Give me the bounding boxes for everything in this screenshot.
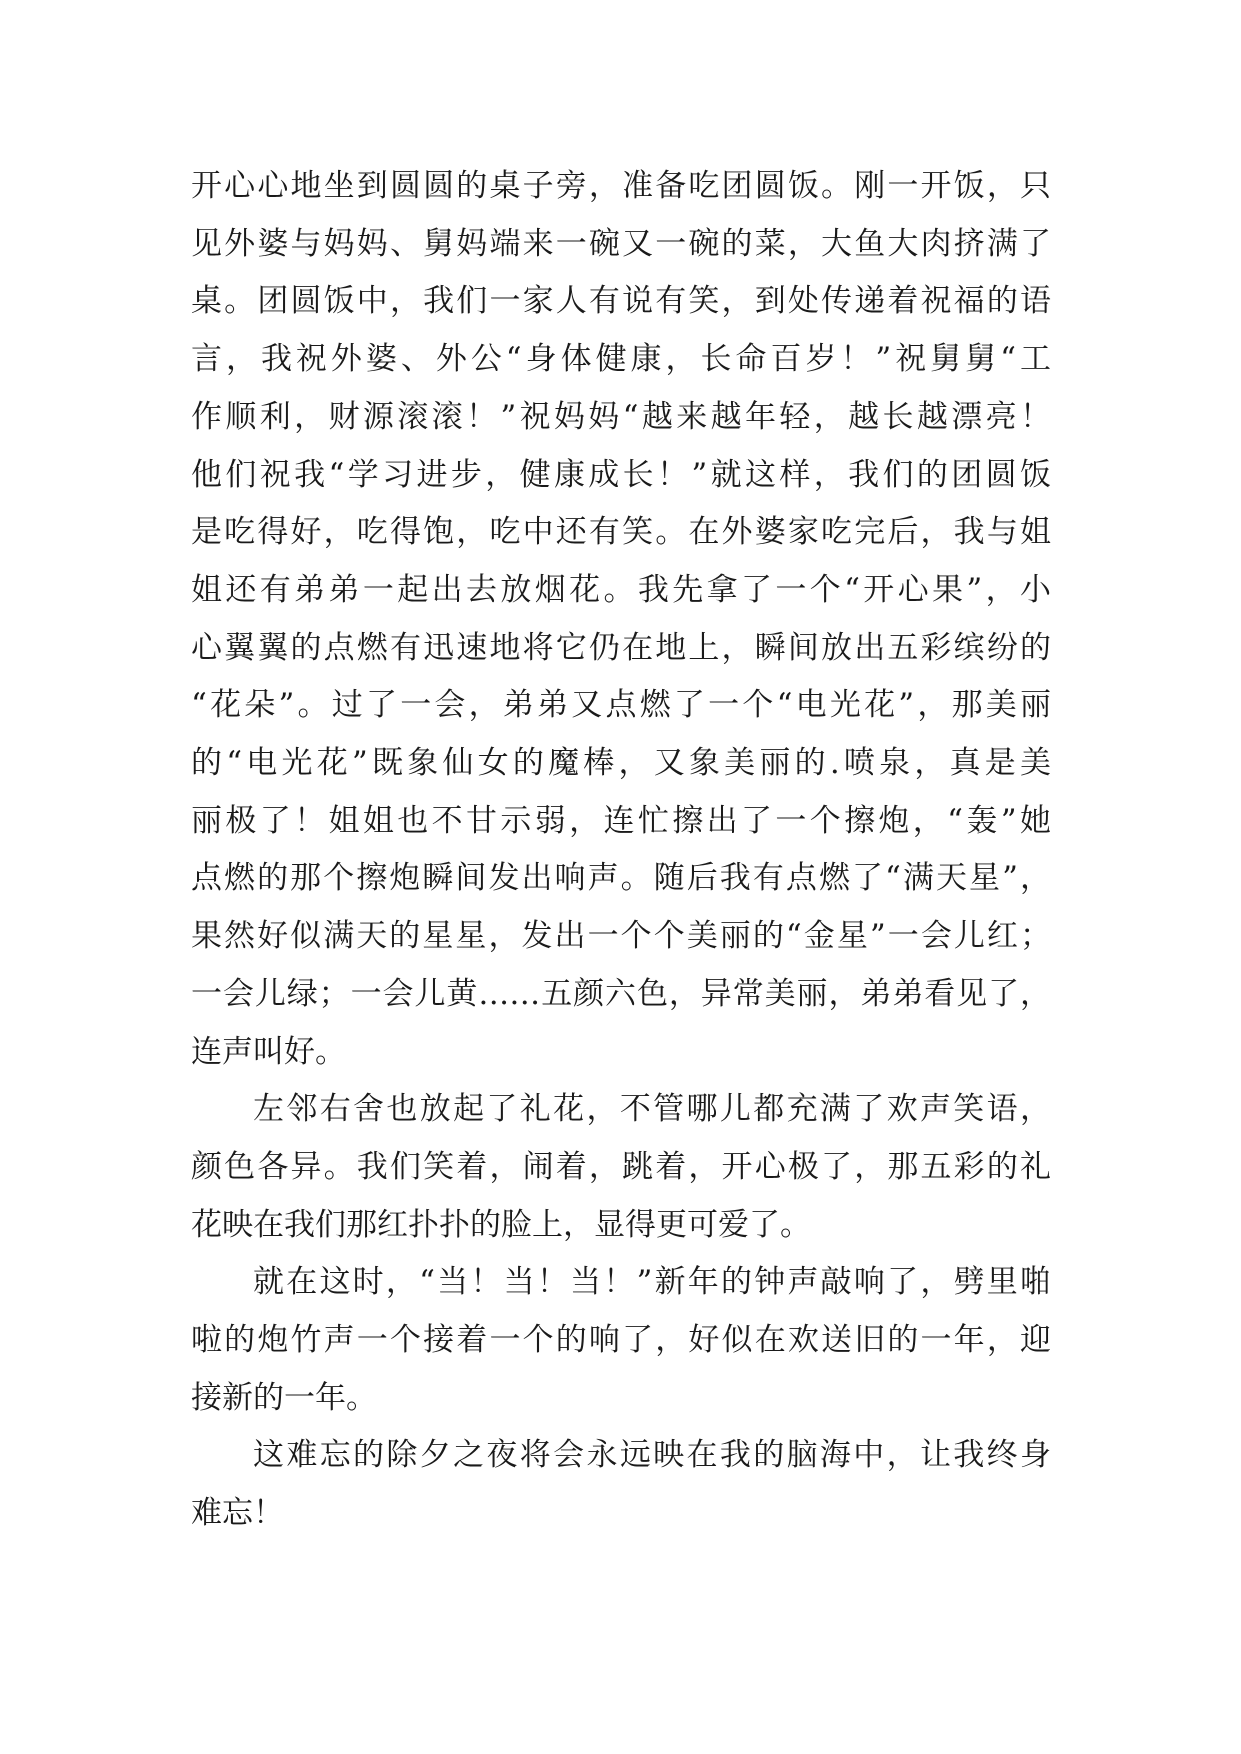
text-line: 一会儿绿；一会儿黄……五颜六色，异常美丽，弟弟看见了，: [191, 975, 1051, 1012]
text-line: 言，我祝外婆、外公“身体健康，长命百岁！”祝舅舅“工: [191, 341, 1051, 378]
text-line: 桌。团圆饭中，我们一家人有说有笑，到处传递着祝福的语: [191, 283, 1051, 320]
text-line: “花朵”。过了一会，弟弟又点燃了一个“电光花”，那美丽: [191, 687, 1051, 724]
text-line: 姐还有弟弟一起出去放烟花。我先拿了一个“开心果”，小: [191, 571, 1051, 608]
text-line: 丽极了！姐姐也不甘示弱，连忙擦出了一个擦炮，“轰”她: [191, 802, 1051, 839]
text-line: 开心心地坐到圆圆的桌子旁，准备吃团圆饭。刚一开饭，只: [191, 168, 1051, 204]
text-line: 花映在我们那红扑扑的脸上，显得更可爱了。: [191, 1206, 811, 1243]
document-body: [191, 158, 1051, 1543]
paragraph-4: [191, 1427, 1051, 1542]
text-line: 的“电光花”既象仙女的魔棒，又象美丽的.喷泉，真是美: [191, 745, 1051, 782]
text-line: 作顺利，财源滚滚！”祝妈妈“越来越年轻，越长越漂亮！: [191, 398, 1051, 435]
text-line: 他们祝我“学习进步，健康成长！”就这样，我们的团圆饭: [191, 456, 1051, 493]
text-line: 啦的炮竹声一个接着一个的响了，好似在欢送旧的一年，迎: [191, 1322, 1051, 1359]
text-line: 颜色各异。我们笑着，闹着，跳着，开心极了，那五彩的礼: [191, 1148, 1051, 1185]
text-line: 就在这时，“当！当！当！”新年的钟声敲响了，劈里啪: [253, 1264, 1051, 1301]
text-line: 难忘！: [191, 1495, 284, 1532]
paragraph-3: [191, 1254, 1051, 1427]
text-line: 这难忘的除夕之夜将会永远映在我的脑海中，让我终身: [253, 1437, 1051, 1474]
paragraph-2: [191, 1081, 1051, 1254]
text-line: 是吃得好，吃得饱，吃中还有笑。在外婆家吃完后，我与姐: [191, 514, 1051, 551]
text-line: 连声叫好。: [191, 1033, 346, 1070]
paragraph-1: [191, 158, 1051, 1081]
text-line: 果然好似满天的星星，发出一个个美丽的“金星”一会儿红；: [191, 918, 1051, 955]
text-line: 点燃的那个擦炮瞬间发出响声。随后我有点燃了“满天星”，: [191, 860, 1051, 897]
text-line: 接新的一年。: [191, 1379, 377, 1416]
text-line: 心翼翼的点燃有迅速地将它仍在地上，瞬间放出五彩缤纷的: [191, 629, 1051, 666]
text-line: 见外婆与妈妈、舅妈端来一碗又一碗的菜，大鱼大肉挤满了: [191, 225, 1051, 262]
text-line: 左邻右舍也放起了礼花，不管哪儿都充满了欢声笑语，: [253, 1091, 1051, 1128]
